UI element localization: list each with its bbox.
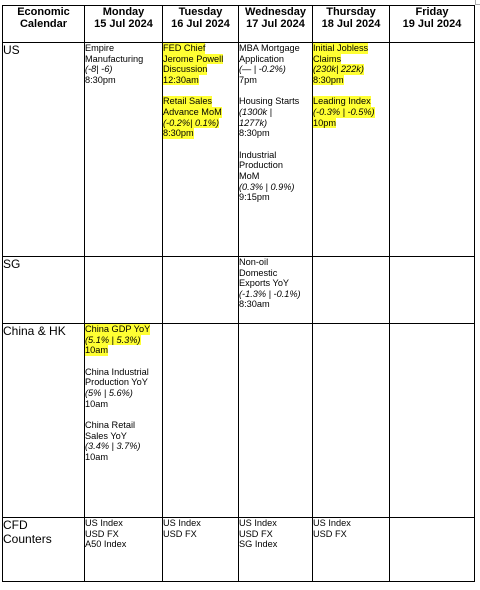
label-line-2: Counters [3, 532, 52, 546]
cell-us-tue [163, 43, 239, 257]
day-date: 19 Jul 2024 [402, 18, 462, 30]
event-time: 9:15pm [239, 192, 270, 203]
event-title: Retail Sales [163, 96, 213, 107]
day-name: Wednesday [245, 6, 306, 18]
header-friday [390, 6, 475, 43]
cell-us-mon [85, 43, 163, 257]
event-title: MoM [239, 170, 260, 181]
cell-china-mon [85, 324, 163, 518]
calendar-event [163, 96, 238, 138]
cfd-counter: USD FX [163, 528, 197, 539]
event-title: Exports YoY [239, 278, 290, 289]
cfd-counter: A50 Index [85, 539, 127, 550]
event-time: 10am [85, 345, 108, 356]
calendar-event [239, 96, 312, 138]
cell-cfd-tue [163, 518, 239, 582]
cfd-counter: US Index [313, 518, 351, 528]
row-china-hk [3, 324, 475, 518]
cell-sg-tue [163, 257, 239, 324]
event-title: Housing Starts [239, 96, 300, 107]
cell-sg-mon [85, 257, 163, 324]
row-label-cfd-counters [3, 518, 85, 582]
cell-cfd-wed [239, 518, 313, 582]
row-sg [3, 257, 475, 324]
cell-sg-wed [239, 257, 313, 324]
event-title: Leading Index [313, 96, 371, 107]
row-label-china-hk: China & HK [3, 324, 85, 518]
label-line-1: CFD [3, 518, 28, 532]
header-monday [85, 6, 163, 43]
header-corner [3, 6, 85, 43]
event-title: Claims [313, 53, 342, 64]
calendar-event [239, 150, 312, 203]
event-title: Domestic [239, 267, 278, 278]
cfd-counter: US Index [85, 518, 123, 528]
event-title: China Retail [85, 420, 136, 431]
event-title: MBA Mortgage [239, 43, 300, 53]
day-date: 18 Jul 2024 [321, 18, 381, 30]
cell-cfd-fri [390, 518, 475, 582]
cfd-counter: USD FX [239, 528, 273, 539]
calendar-event [85, 43, 162, 85]
cell-china-wed [239, 324, 313, 518]
event-values: (0.3% | 0.9%) [239, 181, 295, 192]
cell-cfd-mon [85, 518, 163, 582]
cell-china-thu [313, 324, 390, 518]
event-time: 8:30am [239, 299, 270, 310]
event-title: China GDP YoY [85, 324, 151, 334]
row-cfd-counters [3, 518, 475, 582]
event-title: Initial Jobless [313, 43, 369, 53]
economic-calendar-table [2, 5, 475, 582]
event-time: 8:30pm [313, 74, 344, 85]
cell-sg-fri [390, 257, 475, 324]
page-corner-mark [475, 0, 480, 5]
event-title: Production [239, 160, 283, 171]
day-date: 17 Jul 2024 [246, 18, 305, 30]
cfd-counter: US Index [163, 518, 201, 528]
event-title: Industrial [239, 149, 277, 160]
event-values: (1300k | [239, 106, 273, 117]
header-row [3, 6, 475, 43]
row-label-us: US [3, 43, 85, 257]
event-values: 1277k) [239, 117, 268, 128]
cfd-counter: USD FX [85, 528, 119, 539]
cell-us-fri [390, 43, 475, 257]
calendar-event [239, 257, 312, 310]
day-name: Tuesday [178, 6, 223, 18]
event-title: Application [239, 53, 284, 64]
cell-us-wed [239, 43, 313, 257]
event-values: (3.4% | 3.7%) [85, 441, 141, 452]
day-date: 15 Jul 2024 [94, 18, 153, 30]
event-values: (-1.3% | -0.1%) [239, 288, 301, 299]
event-time: 10am [85, 398, 108, 409]
event-time: 7pm [239, 74, 257, 85]
cell-china-fri [390, 324, 475, 518]
row-label-sg: SG [3, 257, 85, 324]
calendar-event [85, 367, 162, 409]
header-thursday [313, 6, 390, 43]
event-values: (5% | 5.6%) [85, 387, 133, 398]
calendar-event [239, 43, 312, 85]
event-title: Manufacturing [85, 53, 144, 64]
row-us [3, 43, 475, 257]
event-values: (-0.3% | -0.5%) [313, 106, 375, 117]
calendar-event [85, 420, 162, 462]
cfd-counter: SG Index [239, 539, 278, 550]
event-values: (5.1% | 5.3%) [85, 334, 141, 345]
calendar-event [313, 96, 389, 128]
event-time: 8:30pm [85, 74, 116, 85]
event-title: Advance MoM [163, 106, 222, 117]
day-name: Monday [102, 6, 145, 18]
event-values: (-0.2%| 0.1%) [163, 117, 219, 128]
event-title: Non-oil [239, 257, 269, 267]
cfd-counter: US Index [239, 518, 277, 528]
header-wednesday [239, 6, 313, 43]
event-title: FED Chief [163, 43, 206, 53]
event-title: Empire [85, 43, 115, 53]
corner-line-2: Calendar [19, 18, 68, 30]
calendar-event [85, 324, 162, 356]
event-time: 8:30pm [239, 128, 270, 139]
event-values: (— | -0.2%) [239, 64, 286, 75]
event-title: Sales YoY [85, 430, 127, 441]
calendar-event [313, 43, 389, 85]
header-tuesday [163, 6, 239, 43]
cfd-counter: USD FX [313, 528, 347, 539]
event-title: Discussion [163, 64, 208, 75]
event-values: (230k| 222k) [313, 64, 364, 75]
day-date: 16 Jul 2024 [171, 18, 230, 30]
day-name: Thursday [326, 6, 376, 18]
event-values: (-8| -6) [85, 64, 113, 75]
event-title: Jerome Powell [163, 53, 224, 64]
cell-china-tue [163, 324, 239, 518]
event-time: 12:30am [163, 74, 199, 85]
cell-cfd-thu [313, 518, 390, 582]
calendar-event [163, 43, 238, 85]
event-title: China Industrial [85, 366, 149, 377]
event-time: 8:30pm [163, 128, 194, 139]
event-time: 10pm [313, 117, 336, 128]
cell-us-thu [313, 43, 390, 257]
day-name: Friday [415, 6, 449, 18]
cell-sg-thu [313, 257, 390, 324]
event-title: Production YoY [85, 377, 148, 388]
event-time: 10am [85, 451, 108, 462]
corner-line-1: Economic [17, 6, 70, 18]
